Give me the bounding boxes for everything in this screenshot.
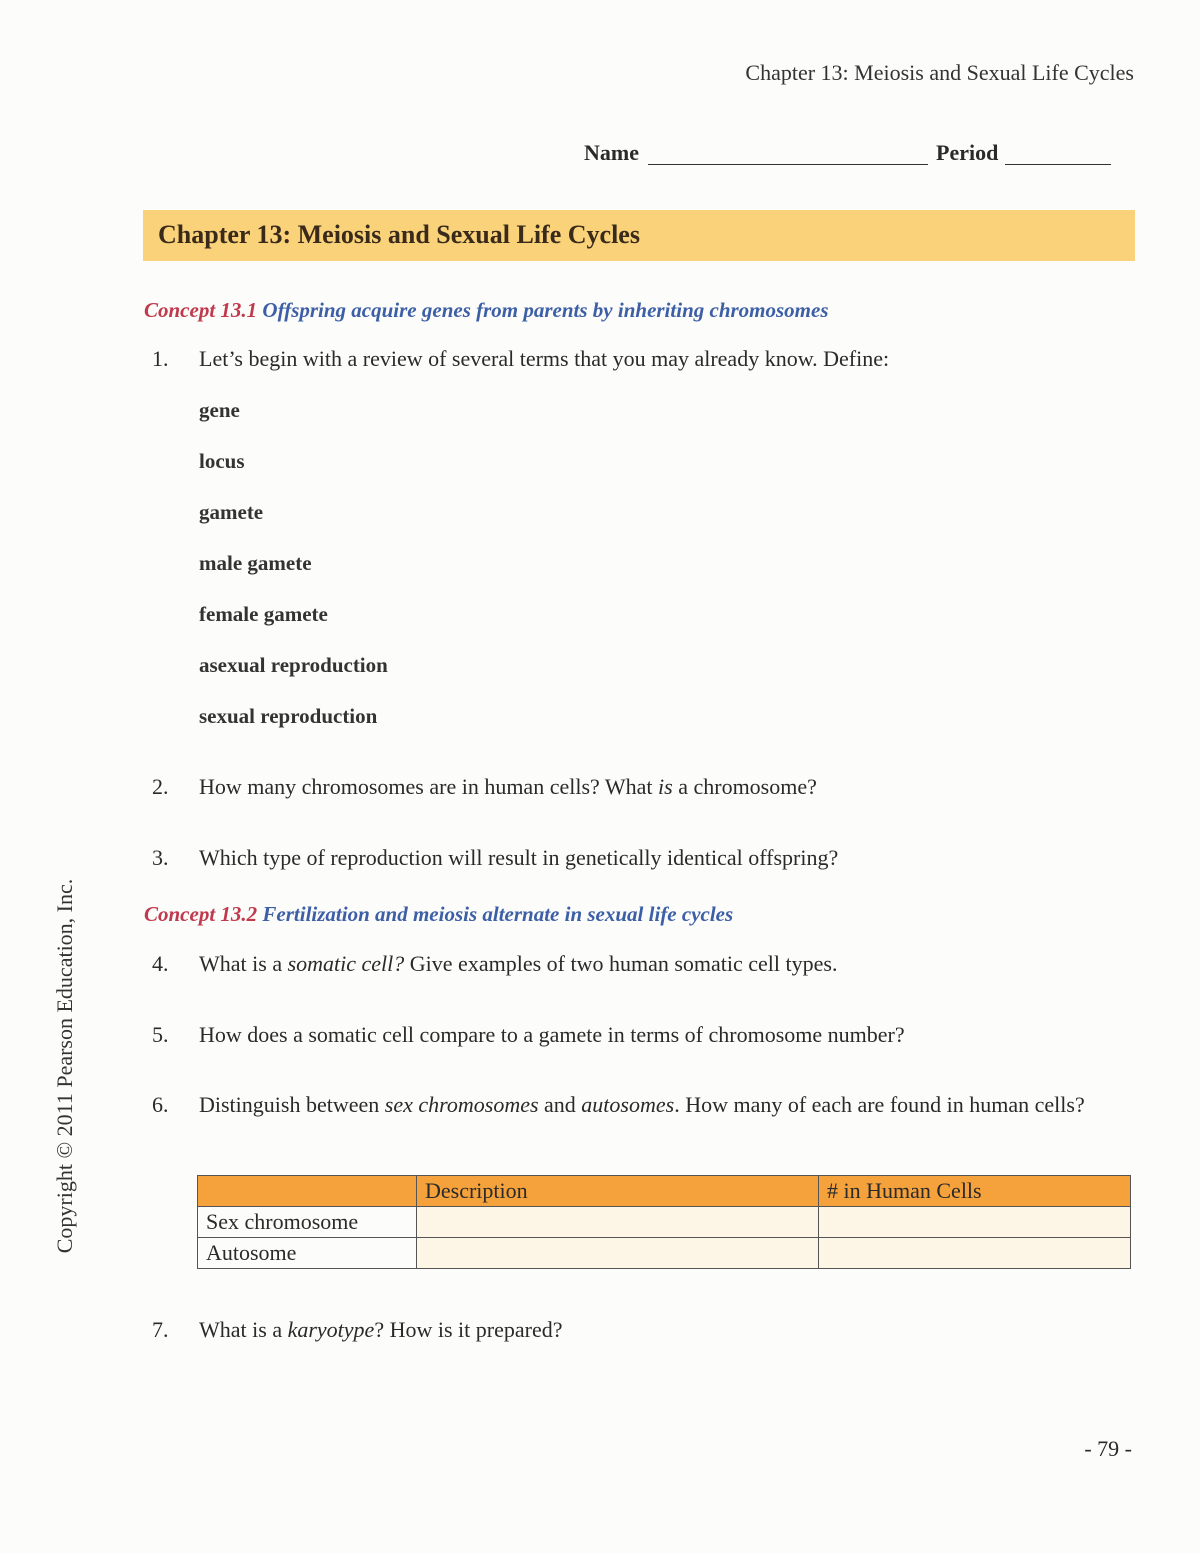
question-text: What is a karyotype? How is it prepared? — [199, 1317, 563, 1342]
concept-number: Concept 13.2 — [144, 902, 258, 926]
question-2 — [152, 774, 1137, 799]
term-sexual-reproduction: sexual reproduction — [199, 704, 378, 728]
concept-13-1-heading — [144, 298, 829, 323]
question-6 — [152, 1092, 1137, 1117]
name-field[interactable] — [648, 164, 928, 165]
concept-text: Fertilization and meiosis alternate in sexual life cycles — [262, 902, 734, 926]
row-label: Autosome — [198, 1238, 417, 1269]
term-locus: locus — [199, 449, 245, 473]
question-number: 7. — [152, 1317, 169, 1342]
answer-cell[interactable] — [417, 1207, 819, 1238]
term-gamete: gamete — [199, 500, 264, 524]
period-field[interactable] — [1005, 164, 1111, 165]
chromosome-table — [197, 1175, 1131, 1269]
question-text: Distinguish between sex chromosomes and autosomes. How many of each are found in human cells? — [199, 1092, 1085, 1117]
term-asexual-reproduction: asexual reproduction — [199, 653, 388, 677]
concept-13-2-heading — [144, 902, 733, 927]
page-number: - 79 - — [1084, 1436, 1132, 1461]
name-label: Name — [584, 140, 639, 165]
term-gene: gene — [199, 398, 240, 422]
question-number: 6. — [152, 1092, 169, 1117]
question-text: Let’s begin with a review of several terms that you may already know. Define: — [199, 346, 890, 371]
term-female-gamete: female gamete — [199, 602, 328, 626]
answer-cell[interactable] — [417, 1238, 819, 1269]
table-row — [198, 1238, 1131, 1269]
running-head: Chapter 13: Meiosis and Sexual Life Cycles — [745, 60, 1134, 85]
table-header-row — [198, 1176, 1131, 1207]
row-label: Sex chromosome — [198, 1207, 417, 1238]
period-label: Period — [936, 140, 999, 165]
answer-cell[interactable] — [819, 1238, 1131, 1269]
question-number: 1. — [152, 346, 169, 371]
table-header-cell: # in Human Cells — [819, 1176, 1131, 1207]
question-number: 2. — [152, 774, 169, 799]
question-1 — [152, 346, 1137, 371]
answer-cell[interactable] — [819, 1207, 1131, 1238]
question-number: 3. — [152, 845, 169, 870]
table-row — [198, 1207, 1131, 1238]
chapter-title: Chapter 13: Meiosis and Sexual Life Cycles — [158, 220, 640, 249]
question-7 — [152, 1317, 1137, 1342]
question-5 — [152, 1022, 1137, 1047]
question-number: 5. — [152, 1022, 169, 1047]
concept-number: Concept 13.1 — [144, 298, 258, 322]
concept-text: Offspring acquire genes from parents by inheriting chromosomes — [262, 298, 829, 322]
copyright-notice: Copyright © 2011 Pearson Education, Inc. — [52, 878, 77, 1254]
chapter-title-band — [143, 210, 1135, 261]
question-3 — [152, 845, 1137, 870]
question-number: 4. — [152, 951, 169, 976]
table-header-cell — [198, 1176, 417, 1207]
question-text: What is a somatic cell? Give examples of two human somatic cell types. — [199, 951, 838, 976]
question-text: How does a somatic cell compare to a gamete in terms of chromosome number? — [199, 1022, 905, 1047]
name-period-row — [584, 140, 1114, 170]
question-text: Which type of reproduction will result in genetically identical offspring? — [199, 845, 839, 870]
table-header-cell: Description — [417, 1176, 819, 1207]
question-4 — [152, 951, 1137, 976]
term-male-gamete: male gamete — [199, 551, 312, 575]
question-text: How many chromosomes are in human cells? What is a chromosome? — [199, 774, 817, 799]
